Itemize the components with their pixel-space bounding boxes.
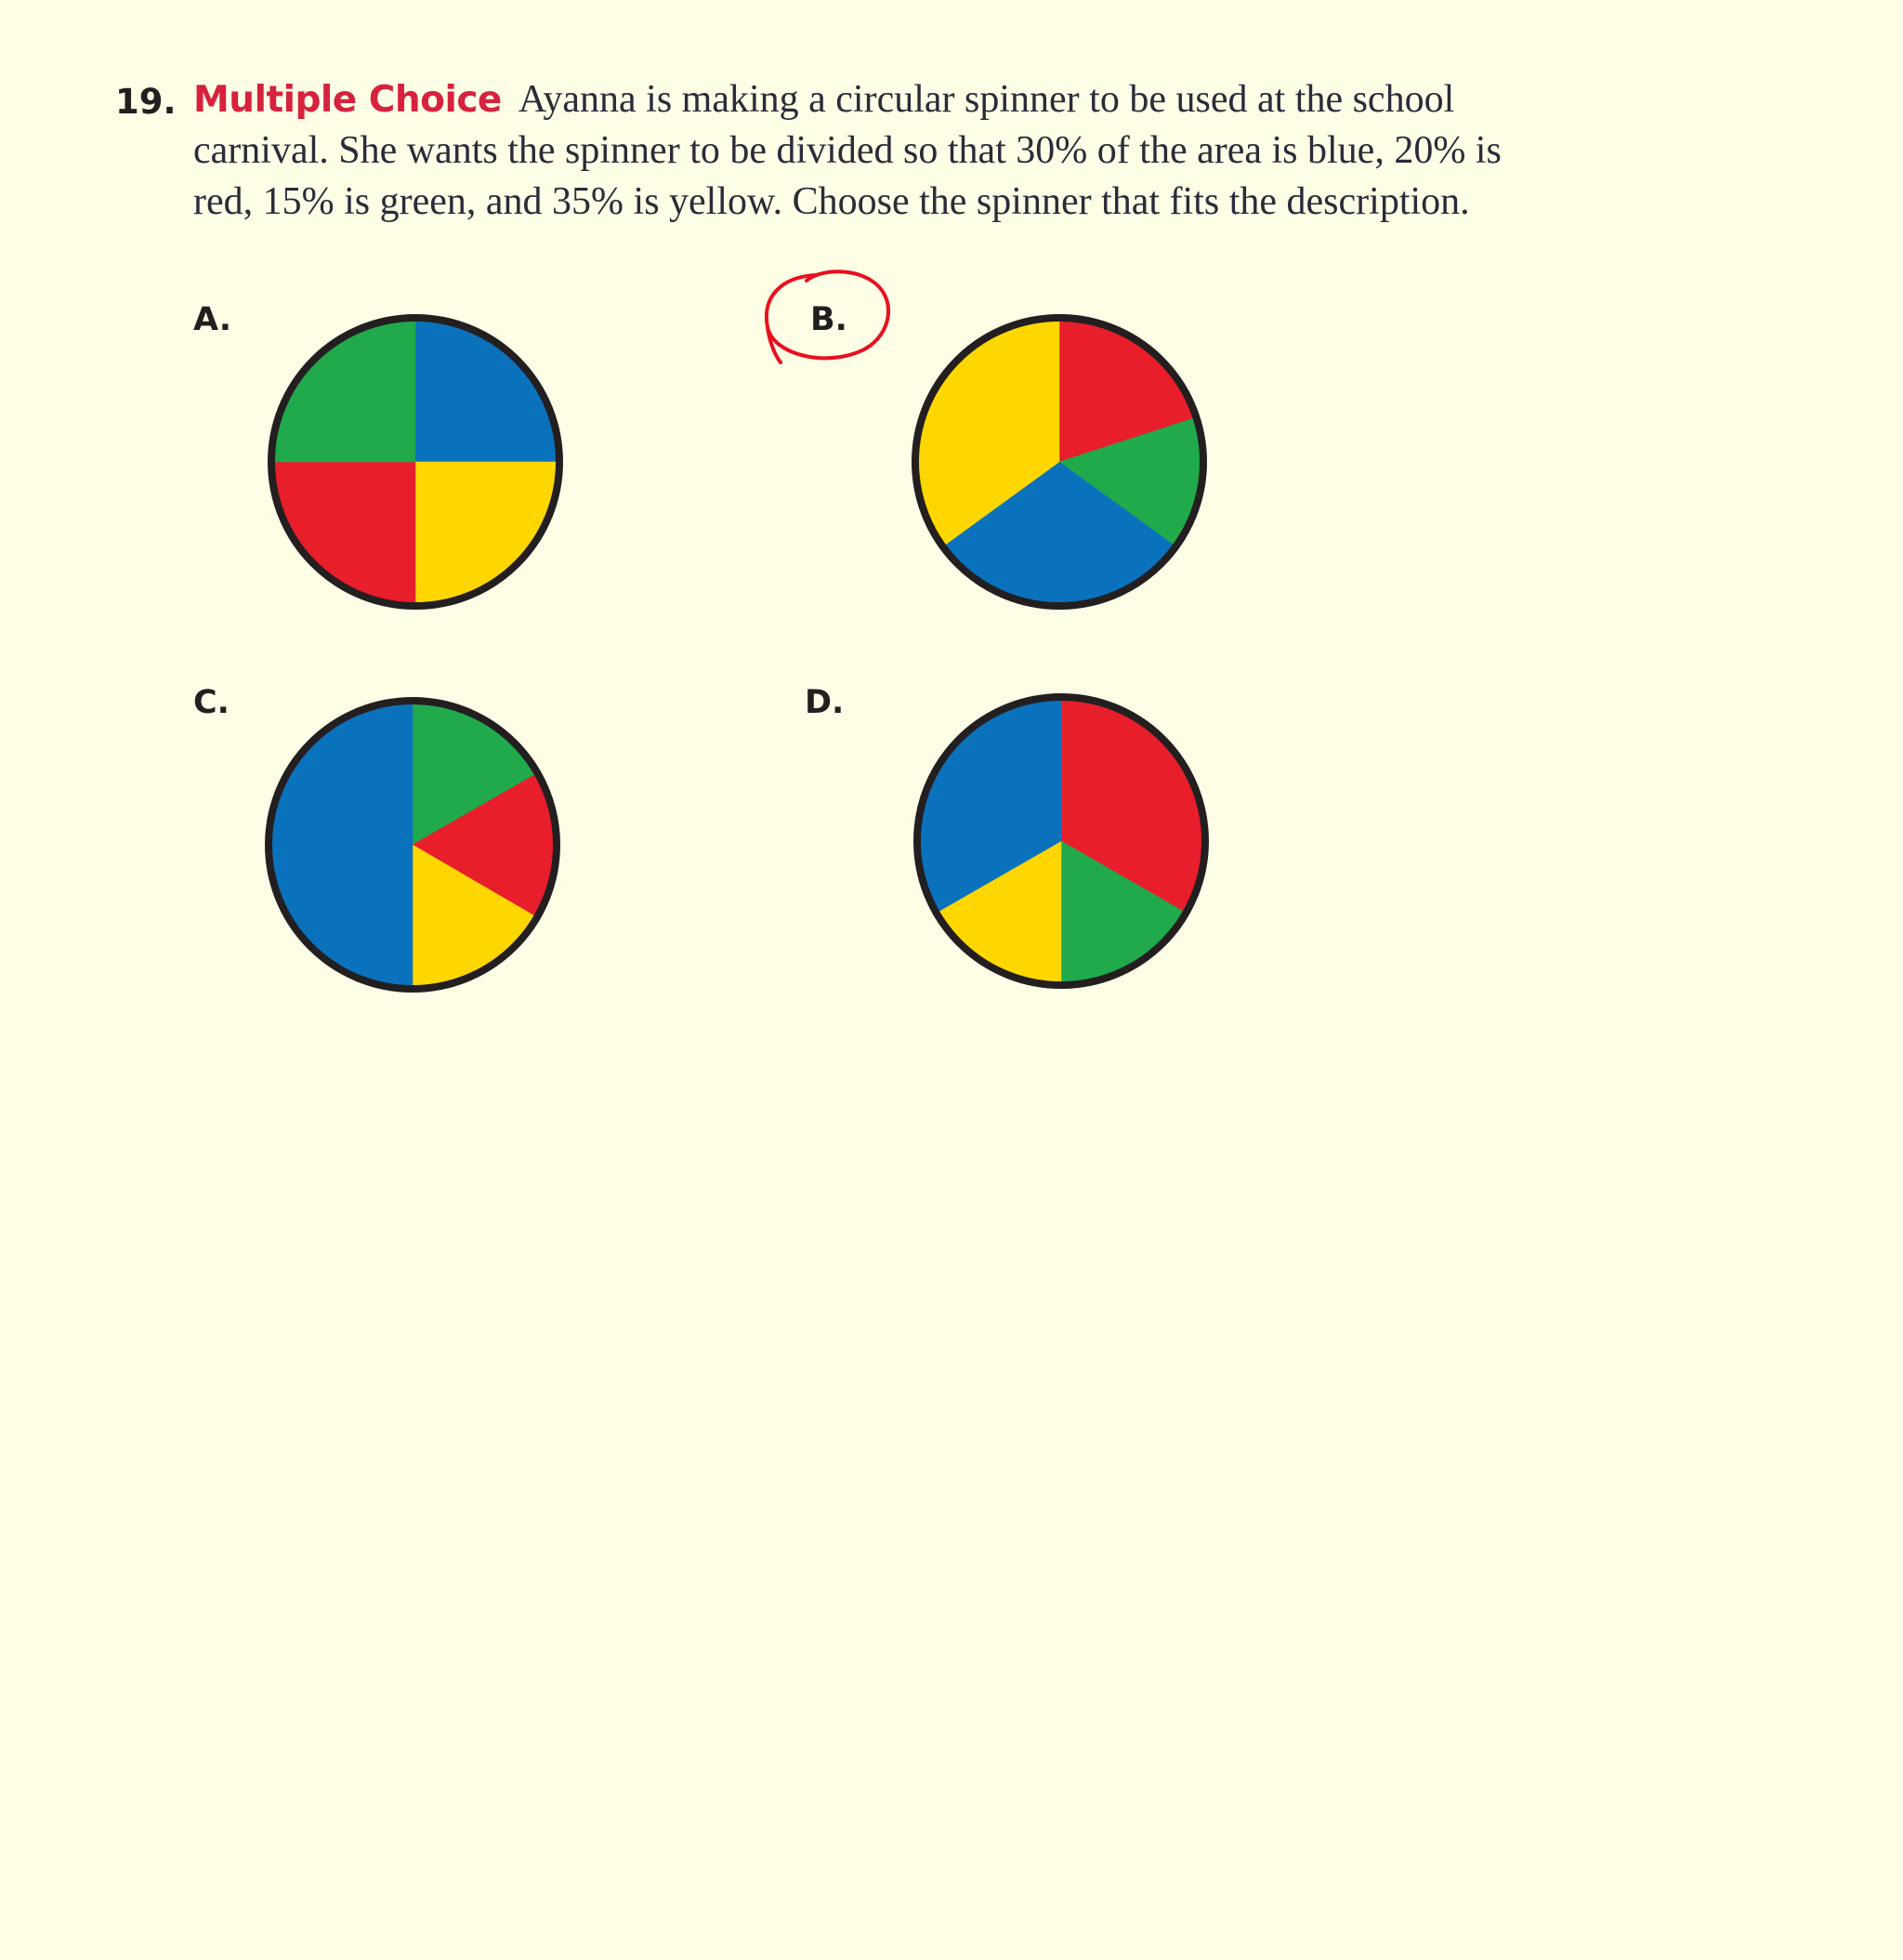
choice-d-label[interactable]: D. [805,684,845,721]
question-type-label: Multiple Choice [193,79,502,121]
spinner-b[interactable] [906,309,1213,615]
answer-circle-annotation [762,270,901,381]
spinner-d[interactable] [908,688,1214,994]
spinner-slice-blue [269,701,413,989]
spinner-a[interactable] [262,309,569,615]
spinner-c[interactable] [259,691,566,998]
choice-b-label[interactable]: B. [810,301,847,338]
question-body [193,74,1568,228]
question-number: 19. [115,82,177,122]
choice-a-label[interactable]: A. [193,301,232,338]
question-text: Ayanna is making a circular spinner to be used at the school carnival. She wants the spinner to be divided so that 30% of the area is blue, 20% is red, 15% is green, and 35% is yellow. Choose the spinner that fits the description. [193,78,1502,223]
choice-c-label[interactable]: C. [193,684,230,721]
